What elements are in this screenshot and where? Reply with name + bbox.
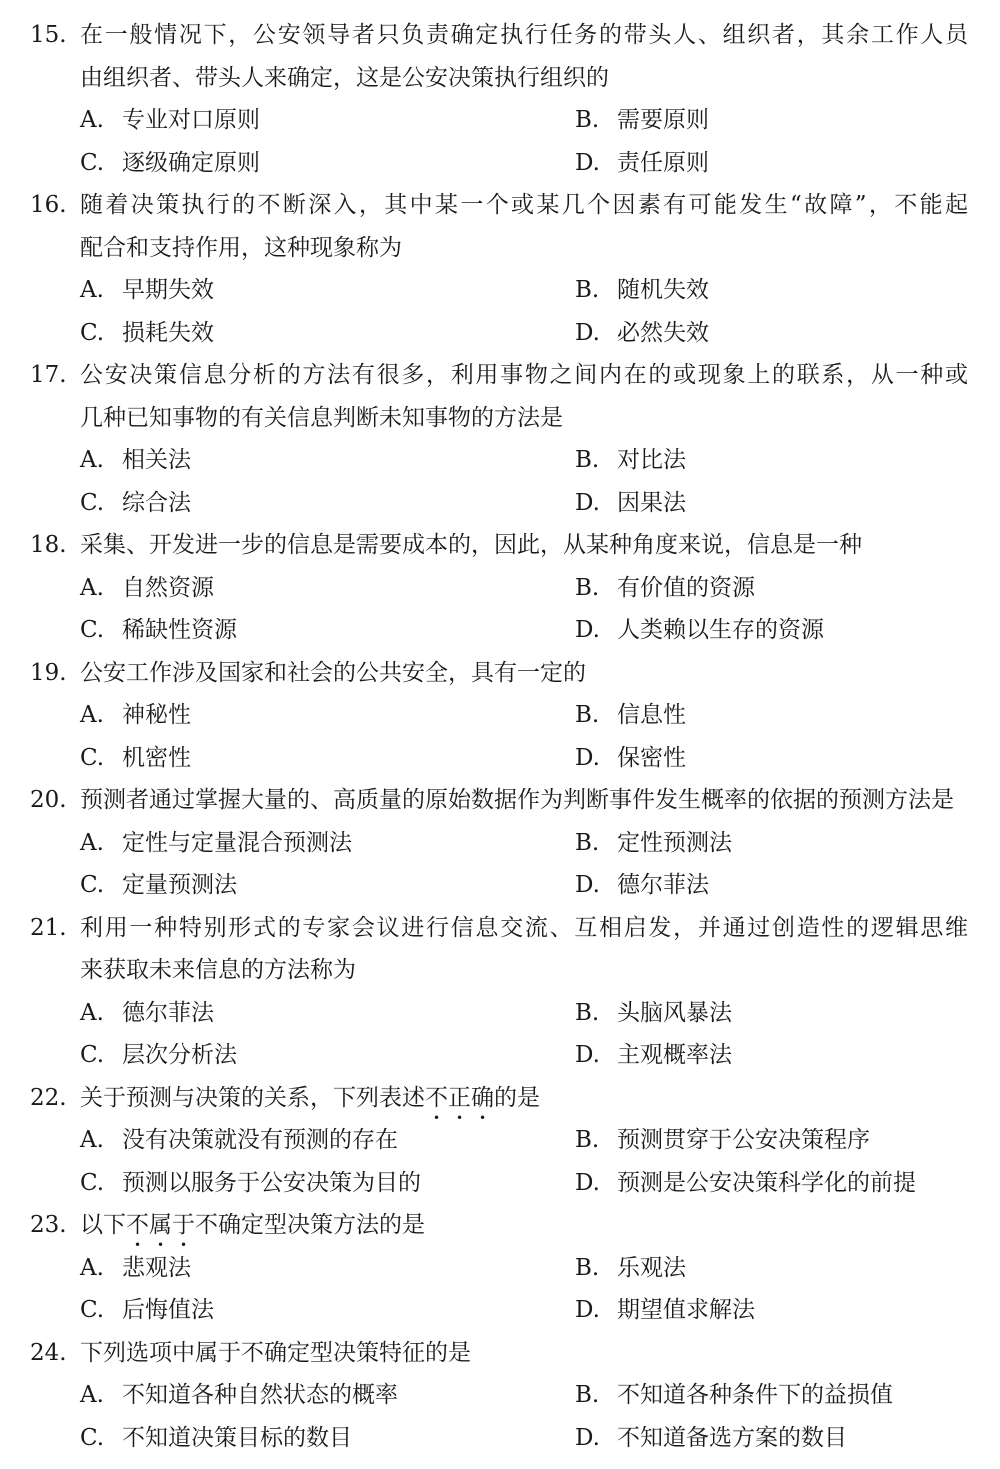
stem-text: 的是 — [494, 1084, 540, 1111]
option-label: A. — [80, 1382, 104, 1408]
option-label: A. — [80, 574, 104, 601]
stem-text: 几种已知事物的有关信息判断未知事物的方法是 — [80, 404, 563, 431]
option-text: 需要原则 — [617, 107, 709, 133]
option-label: D. — [575, 1042, 600, 1068]
option-text: 神秘性 — [122, 702, 191, 728]
option-a — [80, 99, 260, 141]
question-stem-line — [0, 907, 1000, 949]
question-stem-line — [0, 1332, 1000, 1374]
question-number: 20. — [30, 787, 67, 813]
option-label: D. — [575, 744, 600, 771]
stem-text: 下列选项中属于不确定型决策特征的是 — [80, 1339, 471, 1366]
option-a — [80, 1374, 398, 1416]
option-label: A. — [80, 277, 104, 303]
option-text: 主观概率法 — [617, 1042, 732, 1068]
stem-text: 来获取未来信息的方法称为 — [80, 957, 356, 983]
option-c — [80, 482, 191, 524]
option-label: B. — [575, 277, 600, 303]
option-label: B. — [575, 107, 600, 133]
option-text: 不知道各种自然状态的概率 — [122, 1382, 398, 1408]
question-number: 17. — [30, 362, 67, 388]
option-d — [575, 864, 709, 906]
option-text: 综合法 — [122, 489, 191, 516]
option-text: 没有决策就没有预测的存在 — [122, 1127, 398, 1153]
question-stem — [80, 397, 968, 439]
question-stem — [80, 1332, 968, 1374]
question-stem-line — [0, 227, 1000, 269]
emphasized-text: 不正确 — [425, 1084, 494, 1111]
question-stem — [80, 652, 968, 694]
question-stem-line — [0, 1077, 1000, 1119]
option-label: B. — [575, 702, 600, 728]
option-text: 悲观法 — [122, 1254, 191, 1281]
question-stem — [80, 949, 968, 991]
option-b — [575, 99, 709, 141]
option-text: 人类赖以生存的资源 — [617, 617, 824, 643]
stem-text: 随着决策执行的不断深入，其中某一个或某几个因素有可能发生“故障”，不能起 — [80, 192, 968, 218]
option-a — [80, 269, 214, 311]
option-text: 必然失效 — [617, 319, 709, 346]
stem-text: 配合和支持作用，这种现象称为 — [80, 234, 402, 261]
option-label: B. — [575, 829, 600, 856]
option-label: D. — [575, 149, 600, 176]
option-text: 乐观法 — [617, 1254, 686, 1281]
question-stem-line — [0, 524, 1000, 566]
stem-text: 公安工作涉及国家和社会的公共安全，具有一定的 — [80, 659, 586, 686]
question-number: 23. — [30, 1212, 67, 1238]
option-label: A. — [80, 999, 104, 1026]
question-stem-line — [0, 57, 1000, 99]
stem-text: 采集、开发进一步的信息是需要成本的，因此，从某种角度来说，信息是一种 — [80, 532, 862, 558]
option-label: C. — [80, 149, 105, 176]
option-c — [80, 312, 214, 354]
option-c — [80, 864, 237, 906]
option-text: 德尔菲法 — [122, 999, 214, 1026]
option-text: 定量预测法 — [122, 872, 237, 898]
option-text: 后悔值法 — [122, 1297, 214, 1323]
option-a — [80, 1119, 398, 1161]
option-label: D. — [575, 489, 600, 516]
option-b — [575, 1247, 686, 1289]
option-text: 相关法 — [122, 447, 191, 473]
option-d — [575, 1162, 916, 1204]
option-text: 层次分析法 — [122, 1042, 237, 1068]
option-text: 不知道备选方案的数目 — [617, 1424, 847, 1451]
option-text: 保密性 — [617, 744, 686, 771]
question-number: 19. — [30, 659, 67, 686]
stem-text: 预测者通过掌握大量的、高质量的原始数据作为判断事件发生概率的依据的预测方法是 — [80, 787, 954, 813]
stem-text: 公安决策信息分析的方法有很多，利用事物之间内在的或现象上的联系，从一种或 — [80, 362, 968, 388]
option-text: 因果法 — [617, 489, 686, 516]
option-d — [575, 737, 686, 779]
option-text: 随机失效 — [617, 277, 709, 303]
option-d — [575, 482, 686, 524]
option-d — [575, 1417, 847, 1459]
option-text: 定性与定量混合预测法 — [122, 829, 352, 856]
option-b — [575, 567, 755, 609]
question-stem — [80, 184, 968, 226]
option-label: B. — [575, 999, 600, 1026]
option-label: A. — [80, 1254, 104, 1281]
option-text: 对比法 — [617, 447, 686, 473]
option-label: D. — [575, 319, 600, 346]
option-text: 不知道决策目标的数目 — [122, 1424, 352, 1451]
option-text: 自然资源 — [122, 574, 214, 601]
question-stem — [80, 57, 968, 99]
option-label: B. — [575, 1254, 600, 1281]
option-label: C. — [80, 1169, 105, 1196]
option-d — [575, 142, 709, 184]
option-label: A. — [80, 702, 104, 728]
question-stem-line — [0, 14, 1000, 56]
option-c — [80, 142, 260, 184]
option-c — [80, 737, 191, 779]
option-text: 预测贯穿于公安决策程序 — [617, 1127, 870, 1153]
question-stem-line — [0, 949, 1000, 991]
question-number: 21. — [30, 914, 67, 941]
option-label: C. — [80, 872, 105, 898]
option-text: 信息性 — [617, 702, 686, 728]
option-c — [80, 1417, 352, 1459]
option-text: 定性预测法 — [617, 829, 732, 856]
option-text: 有价值的资源 — [617, 574, 755, 601]
option-a — [80, 567, 214, 609]
stem-text: 不确定型决策方法的是 — [195, 1212, 425, 1238]
question-stem — [80, 227, 968, 269]
option-label: B. — [575, 1127, 600, 1153]
stem-text: 利用一种特别形式的专家会议进行信息交流、互相启发，并通过创造性的逻辑思维 — [80, 914, 968, 941]
option-label: B. — [575, 1382, 600, 1408]
option-d — [575, 609, 824, 651]
question-number: 16. — [30, 192, 67, 218]
option-text: 德尔菲法 — [617, 872, 709, 898]
option-b — [575, 694, 686, 736]
option-text: 逐级确定原则 — [122, 149, 260, 176]
option-b — [575, 1374, 893, 1416]
option-label: C. — [80, 744, 105, 771]
option-label: A. — [80, 829, 104, 856]
stem-text: 以下 — [80, 1212, 126, 1238]
question-number: 22. — [30, 1084, 67, 1111]
question-stem-line — [0, 354, 1000, 396]
option-label: B. — [575, 574, 600, 601]
question-number: 24. — [30, 1339, 67, 1366]
option-text: 机密性 — [122, 744, 191, 771]
option-c — [80, 609, 237, 651]
option-label: D. — [575, 1424, 600, 1451]
option-c — [80, 1034, 237, 1076]
option-text: 期望值求解法 — [617, 1297, 755, 1323]
option-b — [575, 822, 732, 864]
question-stem-line — [0, 397, 1000, 439]
question-stem — [80, 1077, 968, 1125]
option-b — [575, 269, 709, 311]
option-text: 预测以服务于公安决策为目的 — [122, 1169, 421, 1196]
option-a — [80, 694, 191, 736]
option-b — [575, 439, 686, 481]
question-stem — [80, 524, 968, 566]
option-label: A. — [80, 107, 104, 133]
option-label: B. — [575, 447, 600, 473]
option-label: D. — [575, 617, 600, 643]
question-stem-line — [0, 652, 1000, 694]
option-c — [80, 1289, 214, 1331]
question-stem — [80, 907, 968, 949]
option-text: 损耗失效 — [122, 319, 214, 346]
option-a — [80, 1247, 191, 1289]
emphasized-text: 不属于 — [126, 1212, 195, 1238]
stem-text: 关于预测与决策的关系，下列表述 — [80, 1084, 425, 1111]
option-text: 早期失效 — [122, 277, 214, 303]
option-c — [80, 1162, 421, 1204]
option-label: C. — [80, 489, 105, 516]
option-label: D. — [575, 1297, 600, 1323]
question-stem-line — [0, 184, 1000, 226]
question-number: 15. — [30, 22, 67, 48]
question-stem — [80, 14, 968, 56]
option-label: A. — [80, 447, 104, 473]
option-text: 预测是公安决策科学化的前提 — [617, 1169, 916, 1196]
stem-text: 在一般情况下，公安领导者只负责确定执行任务的带头人、组织者，其余工作人员 — [80, 22, 968, 48]
option-a — [80, 822, 352, 864]
option-label: D. — [575, 872, 600, 898]
option-text: 头脑风暴法 — [617, 999, 732, 1026]
option-d — [575, 1289, 755, 1331]
option-text: 责任原则 — [617, 149, 709, 176]
option-label: C. — [80, 1042, 105, 1068]
question-stem — [80, 779, 968, 821]
option-a — [80, 439, 191, 481]
option-d — [575, 1034, 732, 1076]
option-label: C. — [80, 319, 105, 346]
question-stem — [80, 1204, 968, 1252]
stem-text: 由组织者、带头人来确定，这是公安决策执行组织的 — [80, 64, 609, 91]
option-text: 不知道各种条件下的益损值 — [617, 1382, 893, 1408]
option-b — [575, 992, 732, 1034]
option-label: C. — [80, 617, 105, 643]
question-stem-line — [0, 779, 1000, 821]
option-text: 稀缺性资源 — [122, 617, 237, 643]
option-d — [575, 312, 709, 354]
question-stem — [80, 354, 968, 396]
question-stem-line — [0, 1204, 1000, 1246]
option-label: A. — [80, 1127, 104, 1153]
option-a — [80, 992, 214, 1034]
question-number: 18. — [30, 532, 67, 558]
option-text: 专业对口原则 — [122, 107, 260, 133]
option-b — [575, 1119, 870, 1161]
option-label: C. — [80, 1424, 105, 1451]
option-label: C. — [80, 1297, 105, 1323]
option-label: D. — [575, 1169, 600, 1196]
